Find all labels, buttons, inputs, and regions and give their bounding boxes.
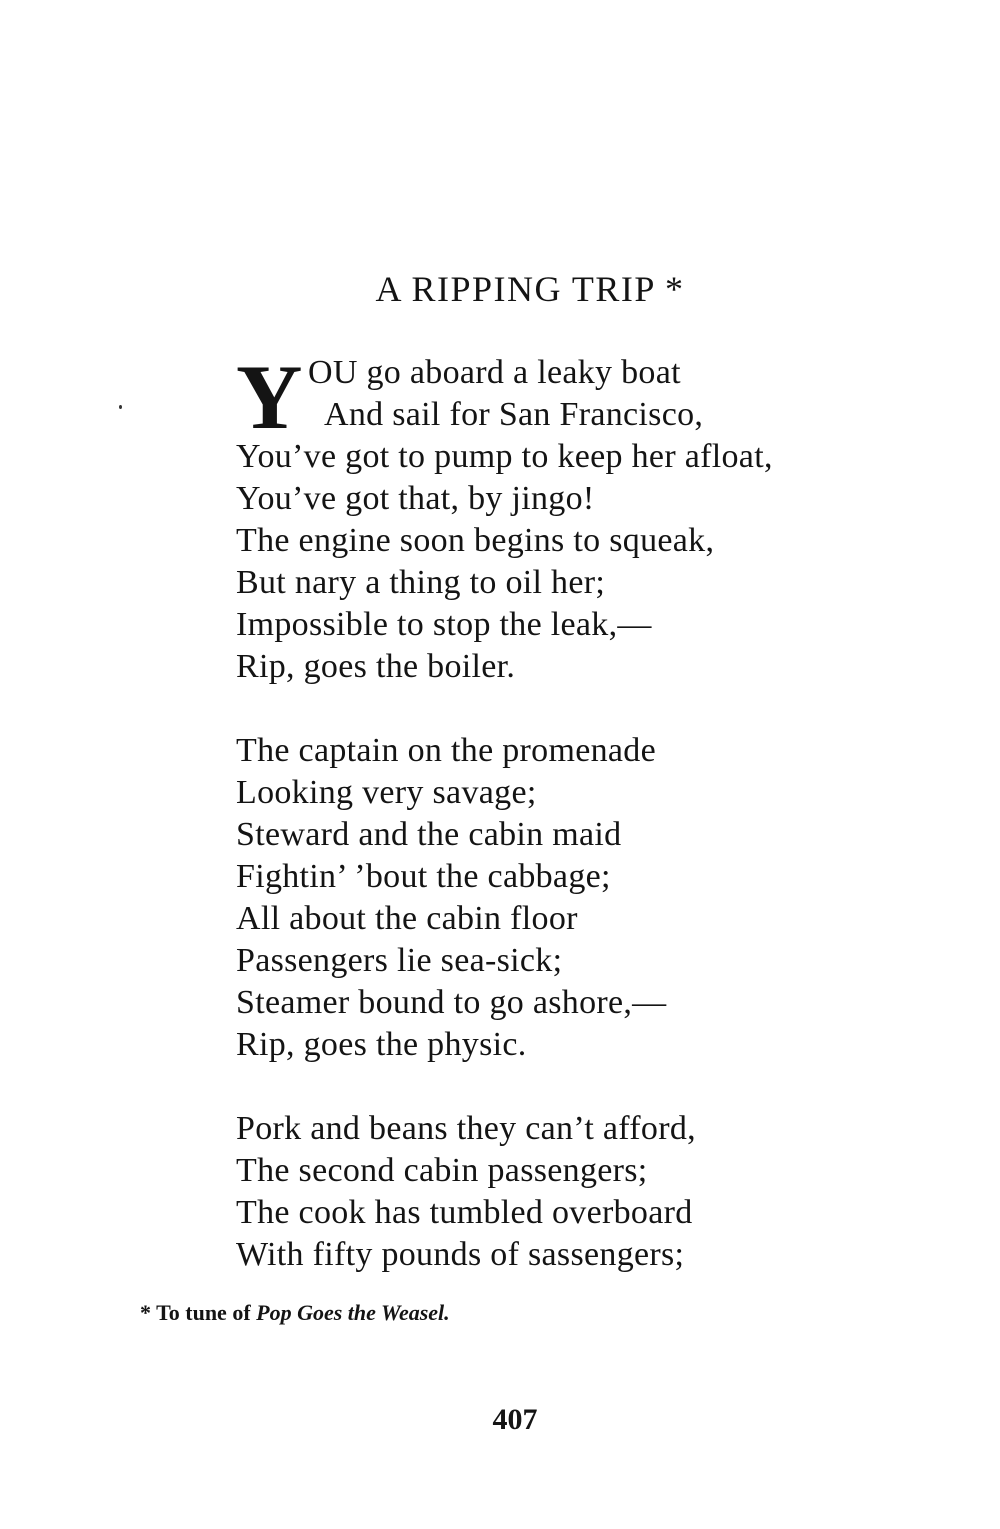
drop-cap-block — [236, 346, 773, 448]
poem-line: Steamer bound to go ashore,— — [236, 984, 667, 1021]
poem-line: Impossible to stop the leak,— — [236, 606, 652, 643]
stanza-gap — [236, 1066, 773, 1108]
poem-line: OU go aboard a leaky boat — [308, 354, 681, 391]
poem-line: Steward and the cabin maid — [236, 816, 622, 853]
drop-cap: Y — [236, 346, 303, 448]
poem-line: Looking very savage; — [236, 774, 537, 811]
poem-line: The engine soon begins to squeak, — [236, 522, 715, 559]
poem-line: The cook has tumbled overboard — [236, 1194, 693, 1231]
poem-line: The captain on the promenade — [236, 732, 657, 769]
poem-line: You’ve got to pump to keep her afloat, — [236, 438, 773, 475]
poem-line: Rip, goes the physic. — [236, 1026, 527, 1063]
poem-body — [236, 346, 773, 1276]
stanza-gap — [236, 688, 773, 730]
poem-line: Rip, goes the boiler. — [236, 648, 516, 685]
stanza-1 — [236, 346, 773, 688]
footnote-song-title: Pop Goes the Weasel. — [256, 1300, 450, 1325]
poem-line: Fightin’ ’bout the cabbage; — [236, 858, 611, 895]
stanza-2 — [236, 730, 773, 1066]
footnote-prefix: To tune of — [156, 1300, 251, 1325]
poem-line: Passengers lie sea-sick; — [236, 942, 563, 979]
poem-line: The second cabin passengers; — [236, 1152, 648, 1189]
stanza-3 — [236, 1108, 773, 1276]
footnote-marker: * — [140, 1300, 151, 1325]
poem-line: Pork and beans they can’t afford, — [236, 1110, 696, 1147]
poem-line: And sail for San Francisco, — [324, 396, 704, 433]
poem-line: With fifty pounds of sassengers; — [236, 1236, 685, 1273]
poem-line: You’ve got that, by jingo! — [236, 480, 595, 517]
page-number: 407 — [492, 1403, 538, 1436]
poem-line: But nary a thing to oil her; — [236, 564, 606, 601]
page-speck — [119, 405, 122, 409]
poem-line: All about the cabin floor — [236, 900, 578, 937]
poem-title: A RIPPING TRIP * — [375, 269, 685, 309]
footnote — [140, 1300, 450, 1326]
